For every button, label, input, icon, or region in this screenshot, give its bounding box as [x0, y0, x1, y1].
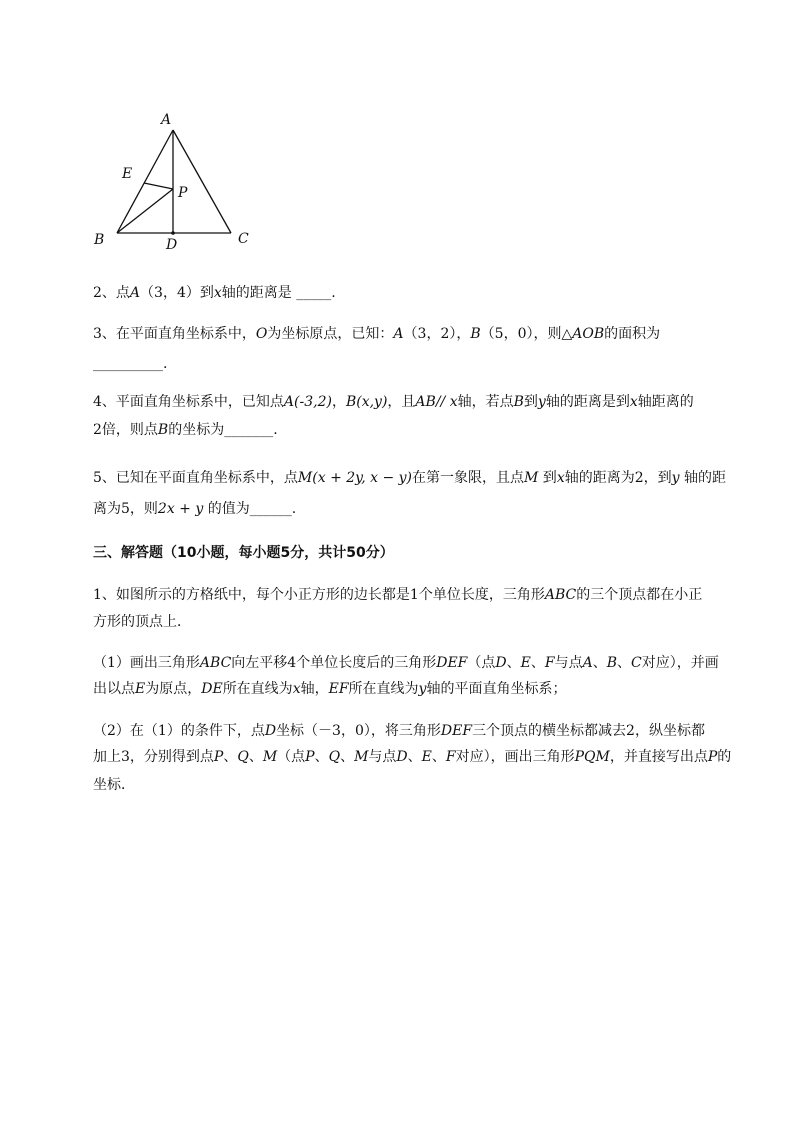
question-5-line2: 离为5，则2x + y 的值为______. — [93, 501, 297, 517]
problem-1-part-1: （1）画出三角形ABC向左平移4个单位长度后的三角形DEF（点D、E、F与点A、B、C对应），并画 — [93, 655, 719, 671]
problem-1-part-2: （2）在（1）的条件下，点D坐标（－3，0），将三角形DEF三个顶点的横坐标都减去2，纵坐标都 — [93, 723, 705, 739]
problem-1-part-2-line2: 加上3，分别得到点P、Q、M（点P、Q、M与点D、E、F对应），画出三角形PQM，并直接写出点P的 — [93, 749, 732, 765]
label-e: E — [122, 166, 133, 182]
question-4: 4、平面直角坐标系中，已知点A(-3,2)，B(x,y)，且AB// x轴，若点B到y轴的距离是到x轴距离的 — [93, 394, 694, 410]
segment-bp — [117, 189, 173, 233]
question-4-line2: 2倍，则点B的坐标为_______. — [93, 422, 278, 438]
question-2: 2、点A（3，4）到x轴的距离是 _____. — [93, 285, 336, 301]
triangle-figure — [86, 108, 266, 258]
segment-ep — [144, 183, 173, 189]
label-c: C — [238, 231, 249, 247]
point-d-dot — [171, 231, 175, 235]
label-p: P — [178, 185, 188, 201]
section-3-title: 三、解答题（10小题，每小题5分，共计50分） — [93, 545, 394, 561]
problem-1: 1、如图所示的方格纸中，每个小正方形的边长都是1个单位长度，三角形ABC的三个顶点都在小正 — [93, 587, 703, 603]
label-d: D — [166, 237, 178, 253]
label-a: A — [161, 112, 172, 128]
problem-1-line2: 方形的顶点上． — [93, 614, 191, 630]
question-5: 5、已知在平面直角坐标系中，点M(x + 2y, x − y)在第一象限，且点M 到x轴的距离为2，到y 轴的距 — [93, 470, 727, 486]
problem-1-part-1-line2: 出以点E为原点，DE所在直线为x轴，EF所在直线为y轴的平面直角坐标系； — [93, 681, 567, 697]
question-3: 3、在平面直角坐标系中，O为坐标原点，已知：A（3，2），B（5，0），则△AOB的面积为 — [93, 326, 661, 342]
side-ac — [173, 130, 231, 233]
label-b: B — [94, 232, 105, 248]
question-3-blank: __________. — [93, 356, 168, 372]
problem-1-part-2-line3: 坐标． — [93, 777, 135, 793]
